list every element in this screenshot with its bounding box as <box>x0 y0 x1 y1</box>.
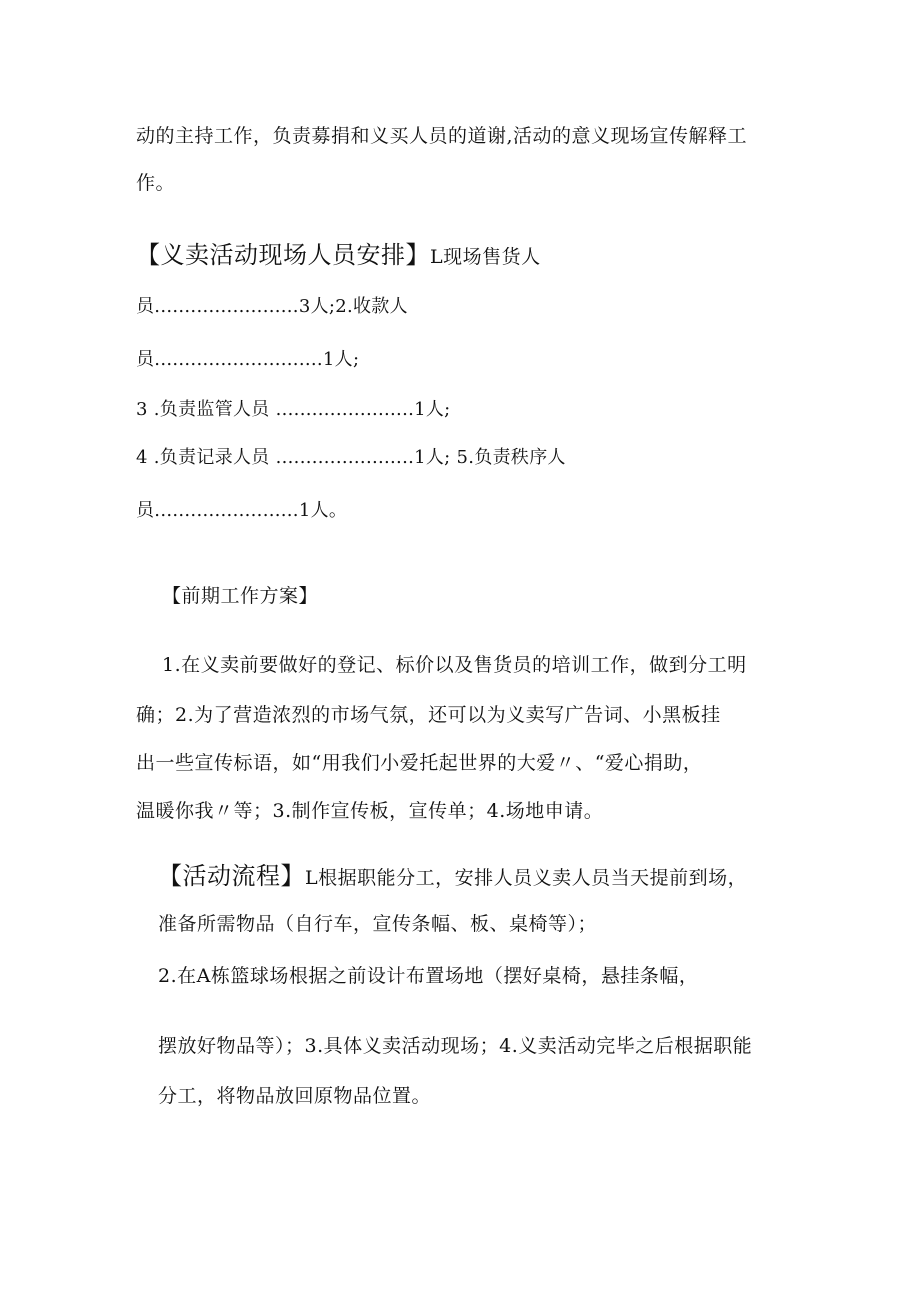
staffing-line-1-tail: L现场售货人 <box>430 246 541 268</box>
process-line-3: 2.在A栋篮球场根据之前设计布置场地（摆好桌椅，悬挂条幅， <box>158 965 699 987</box>
prep-line-1: 1.在义卖前要做好的登记、标价以及售货员的培训工作，做到分工明 <box>162 654 747 676</box>
prep-heading: 【前期工作方案】 <box>162 585 319 607</box>
staffing-line-2: 员........................3人;2.收款人 <box>136 296 408 317</box>
process-line-2: 准备所需物品（自行车，宣传条幅、板、桌椅等）； <box>158 913 598 935</box>
staffing-line-6: 员........................1人。 <box>136 500 348 521</box>
process-line-5: 分工，将物品放回原物品位置。 <box>158 1085 432 1107</box>
process-line-1-tail: L根据职能分工，安排人员义卖人员当天提前到场， <box>305 867 748 889</box>
staffing-line-3: 员............................1人; <box>136 349 360 370</box>
process-heading: 【活动流程】 <box>158 862 305 890</box>
prep-line-2: 确；2.为了营造浓烈的市场气氛，还可以为义卖写广告词、小黑板挂 <box>136 704 721 726</box>
staffing-line-1 <box>136 242 541 270</box>
staffing-line-4: 3 .负责监管人员 .......................1人; <box>136 399 451 420</box>
staffing-heading: 【义卖活动现场人员安排】 <box>136 241 430 269</box>
intro-line-2: 作。 <box>136 172 176 194</box>
staffing-line-5: 4 .负责记录人员 .......................1人; 5.负责秩序人 <box>136 447 566 468</box>
process-line-1 <box>158 863 747 891</box>
intro-line-1: 动的主持工作，负责募捐和义买人员的道谢,活动的意义现场宣传解释工 <box>136 125 748 147</box>
prep-line-3: 出一些宣传标语，如“用我们小爱托起世界的大爱〃、“爱心捐助， <box>136 752 703 774</box>
process-line-4: 摆放好物品等）；3.具体义卖活动现场；4.义卖活动完毕之后根据职能 <box>158 1035 753 1057</box>
prep-line-4: 温暖你我〃等；3.制作宣传板，宣传单；4.场地申请。 <box>136 800 604 822</box>
